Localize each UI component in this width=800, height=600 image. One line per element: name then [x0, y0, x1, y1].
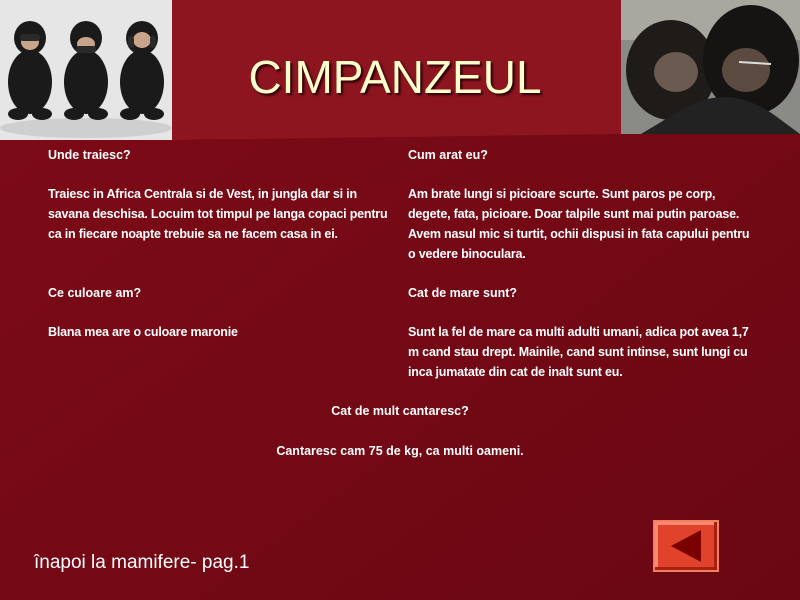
question-color: Ce culoare am? [48, 286, 142, 300]
answer-where: Traiesc in Africa Centrala si de Vest, in jungla dar si in savana deschisa. Locuim tot timpul pe langa copaci pentru ca in fiecare noapte trebuie sa ne facem casa in ei. [48, 187, 388, 241]
question-where: Unde traiesc? [48, 148, 131, 162]
three-chimpanzees-photo [0, 0, 172, 140]
question-weight: Cat de mult cantaresc? [331, 404, 469, 418]
page-title: CIMPANZEUL [248, 51, 542, 103]
back-button[interactable] [653, 520, 719, 572]
question-look: Cum arat eu? [408, 148, 488, 162]
answer-size: Sunt la fel de mare ca multi adulti umani, adica pot avea 1,7 m cand stau drept. Mainile, cand sunt intinse, sunt lungi cu inca jumatate din cat de inalt sunt eu. [408, 325, 749, 379]
question-size: Cat de mare sunt? [408, 286, 518, 300]
answer-look: Am brate lungi si picioare scurte. Sunt paros pe corp, degete, fata, picioare. Doar talpile sunt mai putin paroase. Avem nasul mic si turtit, ochii dispusi in fata capului pentru o vedere binoculara. [408, 187, 750, 261]
triangle-left-icon [655, 522, 717, 570]
back-to-mammals-link[interactable]: înapoi la mamifere- pag.1 [34, 552, 250, 573]
chimpanzees-grooming-photo [621, 0, 800, 134]
answer-weight: Cantaresc cam 75 de kg, ca multi oameni. [276, 444, 524, 458]
answer-color: Blana mea are o culoare maronie [48, 325, 238, 339]
